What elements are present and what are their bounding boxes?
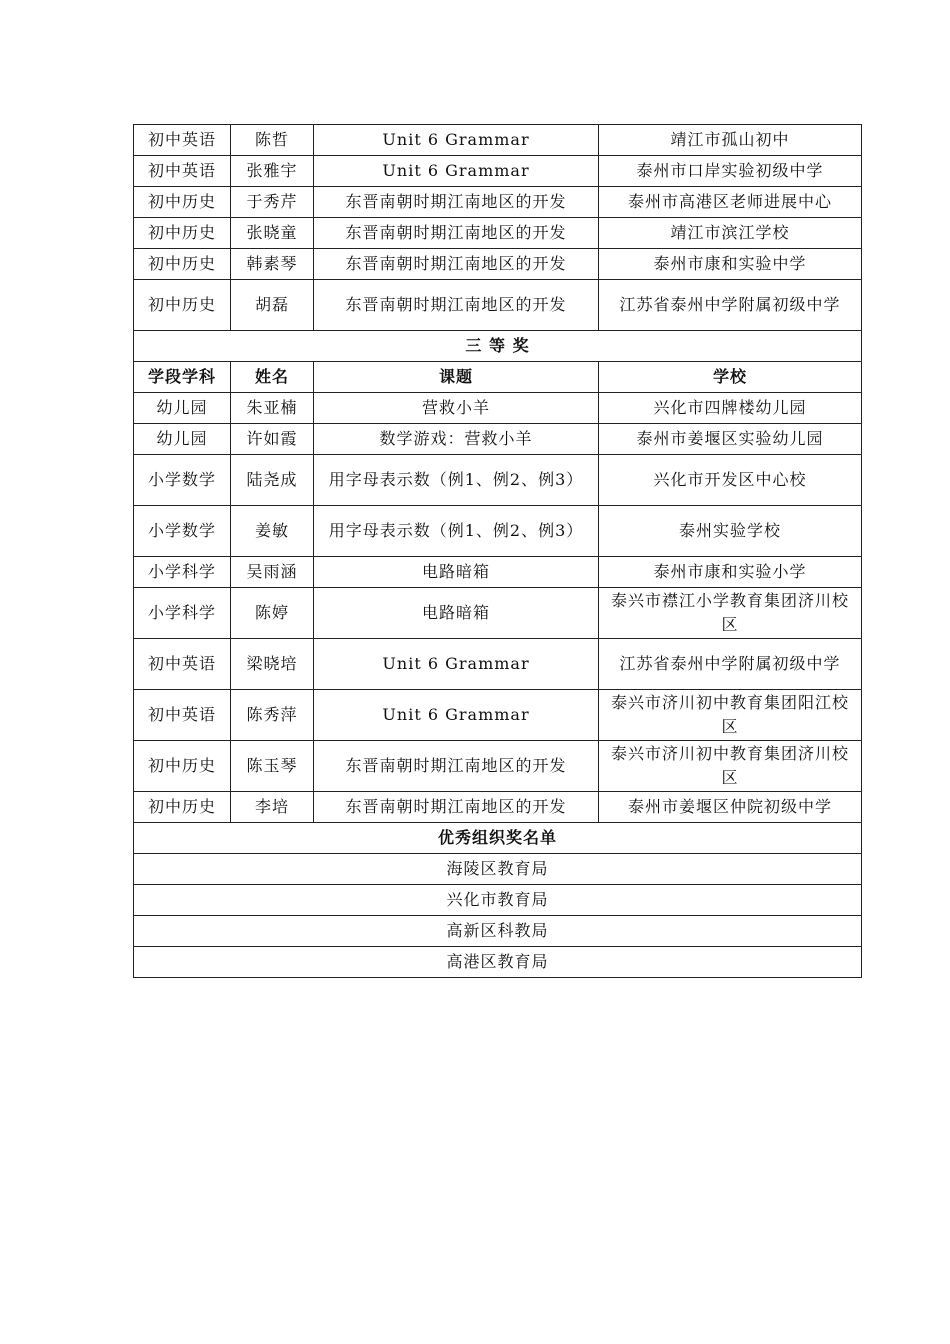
name-cell: 韩素琴 xyxy=(231,249,314,280)
name-cell: 姜敏 xyxy=(231,506,314,557)
topic-cell: 东晋南朝时期江南地区的开发 xyxy=(314,280,599,331)
table-row xyxy=(134,690,862,741)
school-cell: 泰州市姜堰区实验幼儿园 xyxy=(599,424,862,455)
table-row xyxy=(134,424,862,455)
school-cell: 泰州市姜堰区仲院初级中学 xyxy=(599,792,862,823)
topic-cell: 用字母表示数（例1、例2、例3） xyxy=(314,506,599,557)
subject-cell: 初中历史 xyxy=(134,792,231,823)
table-row xyxy=(134,156,862,187)
school-cell: 泰州实验学校 xyxy=(599,506,862,557)
subject-cell: 小学科学 xyxy=(134,588,231,639)
header-topic: 课题 xyxy=(314,362,599,393)
subject-cell: 幼儿园 xyxy=(134,393,231,424)
school-cell: 靖江市滨江学校 xyxy=(599,218,862,249)
topic-cell: 东晋南朝时期江南地区的开发 xyxy=(314,187,599,218)
school-cell: 泰州市康和实验小学 xyxy=(599,557,862,588)
name-cell: 胡磊 xyxy=(231,280,314,331)
subject-cell: 初中英语 xyxy=(134,690,231,741)
topic-cell: Unit 6 Grammar xyxy=(314,639,599,690)
organization-name: 海陵区教育局 xyxy=(134,854,862,885)
topic-cell: 电路暗箱 xyxy=(314,557,599,588)
name-cell: 张雅宇 xyxy=(231,156,314,187)
award-table xyxy=(133,124,862,978)
header-name: 姓名 xyxy=(231,362,314,393)
table-row xyxy=(134,557,862,588)
name-cell: 于秀芹 xyxy=(231,187,314,218)
subject-cell: 幼儿园 xyxy=(134,424,231,455)
table-row xyxy=(134,280,862,331)
table-row xyxy=(134,639,862,690)
table-row xyxy=(134,187,862,218)
subject-cell: 小学科学 xyxy=(134,557,231,588)
name-cell: 陈婷 xyxy=(231,588,314,639)
topic-cell: 东晋南朝时期江南地区的开发 xyxy=(314,741,599,792)
name-cell: 张晓童 xyxy=(231,218,314,249)
section-title-row xyxy=(134,331,862,362)
name-cell: 梁晓培 xyxy=(231,639,314,690)
subject-cell: 初中历史 xyxy=(134,249,231,280)
topic-cell: 营救小羊 xyxy=(314,393,599,424)
school-cell: 江苏省泰州中学附属初级中学 xyxy=(599,639,862,690)
topic-cell: Unit 6 Grammar xyxy=(314,690,599,741)
subject-cell: 初中历史 xyxy=(134,741,231,792)
table-row xyxy=(134,741,862,792)
name-cell: 陈玉琴 xyxy=(231,741,314,792)
school-cell: 泰兴市襟江小学教育集团济川校区 xyxy=(599,588,862,639)
topic-cell: 东晋南朝时期江南地区的开发 xyxy=(314,792,599,823)
school-cell: 泰兴市济川初中教育集团济川校区 xyxy=(599,741,862,792)
table-row xyxy=(134,588,862,639)
list-item xyxy=(134,947,862,978)
name-cell: 陆尧成 xyxy=(231,455,314,506)
topic-cell: Unit 6 Grammar xyxy=(314,125,599,156)
subject-cell: 初中英语 xyxy=(134,125,231,156)
table-row xyxy=(134,125,862,156)
organization-award-title: 优秀组织奖名单 xyxy=(134,823,862,854)
name-cell: 李培 xyxy=(231,792,314,823)
school-cell: 兴化市四牌楼幼儿园 xyxy=(599,393,862,424)
name-cell: 朱亚楠 xyxy=(231,393,314,424)
organization-name: 高新区科教局 xyxy=(134,916,862,947)
name-cell: 许如霞 xyxy=(231,424,314,455)
subject-cell: 初中历史 xyxy=(134,218,231,249)
school-cell: 江苏省泰州中学附属初级中学 xyxy=(599,280,862,331)
topic-cell: 东晋南朝时期江南地区的开发 xyxy=(314,218,599,249)
subject-cell: 初中历史 xyxy=(134,187,231,218)
header-subject: 学段学科 xyxy=(134,362,231,393)
subject-cell: 初中历史 xyxy=(134,280,231,331)
table-row xyxy=(134,455,862,506)
topic-cell: 数学游戏：营救小羊 xyxy=(314,424,599,455)
school-cell: 兴化市开发区中心校 xyxy=(599,455,862,506)
table-row xyxy=(134,218,862,249)
name-cell: 吴雨涵 xyxy=(231,557,314,588)
table-row xyxy=(134,792,862,823)
topic-cell: 用字母表示数（例1、例2、例3） xyxy=(314,455,599,506)
name-cell: 陈哲 xyxy=(231,125,314,156)
organization-name: 高港区教育局 xyxy=(134,947,862,978)
subject-cell: 小学数学 xyxy=(134,455,231,506)
list-item xyxy=(134,916,862,947)
topic-cell: Unit 6 Grammar xyxy=(314,156,599,187)
section-title-row xyxy=(134,823,862,854)
school-cell: 泰州市高港区老师进展中心 xyxy=(599,187,862,218)
third-prize-title: 三 等 奖 xyxy=(134,331,862,362)
subject-cell: 初中英语 xyxy=(134,639,231,690)
school-cell: 泰州市口岸实验初级中学 xyxy=(599,156,862,187)
table-row xyxy=(134,393,862,424)
school-cell: 泰兴市济川初中教育集团阳江校区 xyxy=(599,690,862,741)
subject-cell: 初中英语 xyxy=(134,156,231,187)
topic-cell: 电路暗箱 xyxy=(314,588,599,639)
header-school: 学校 xyxy=(599,362,862,393)
table-row xyxy=(134,249,862,280)
name-cell: 陈秀萍 xyxy=(231,690,314,741)
table-row xyxy=(134,506,862,557)
organization-name: 兴化市教育局 xyxy=(134,885,862,916)
header-row xyxy=(134,362,862,393)
topic-cell: 东晋南朝时期江南地区的开发 xyxy=(314,249,599,280)
school-cell: 泰州市康和实验中学 xyxy=(599,249,862,280)
list-item xyxy=(134,854,862,885)
subject-cell: 小学数学 xyxy=(134,506,231,557)
list-item xyxy=(134,885,862,916)
school-cell: 靖江市孤山初中 xyxy=(599,125,862,156)
